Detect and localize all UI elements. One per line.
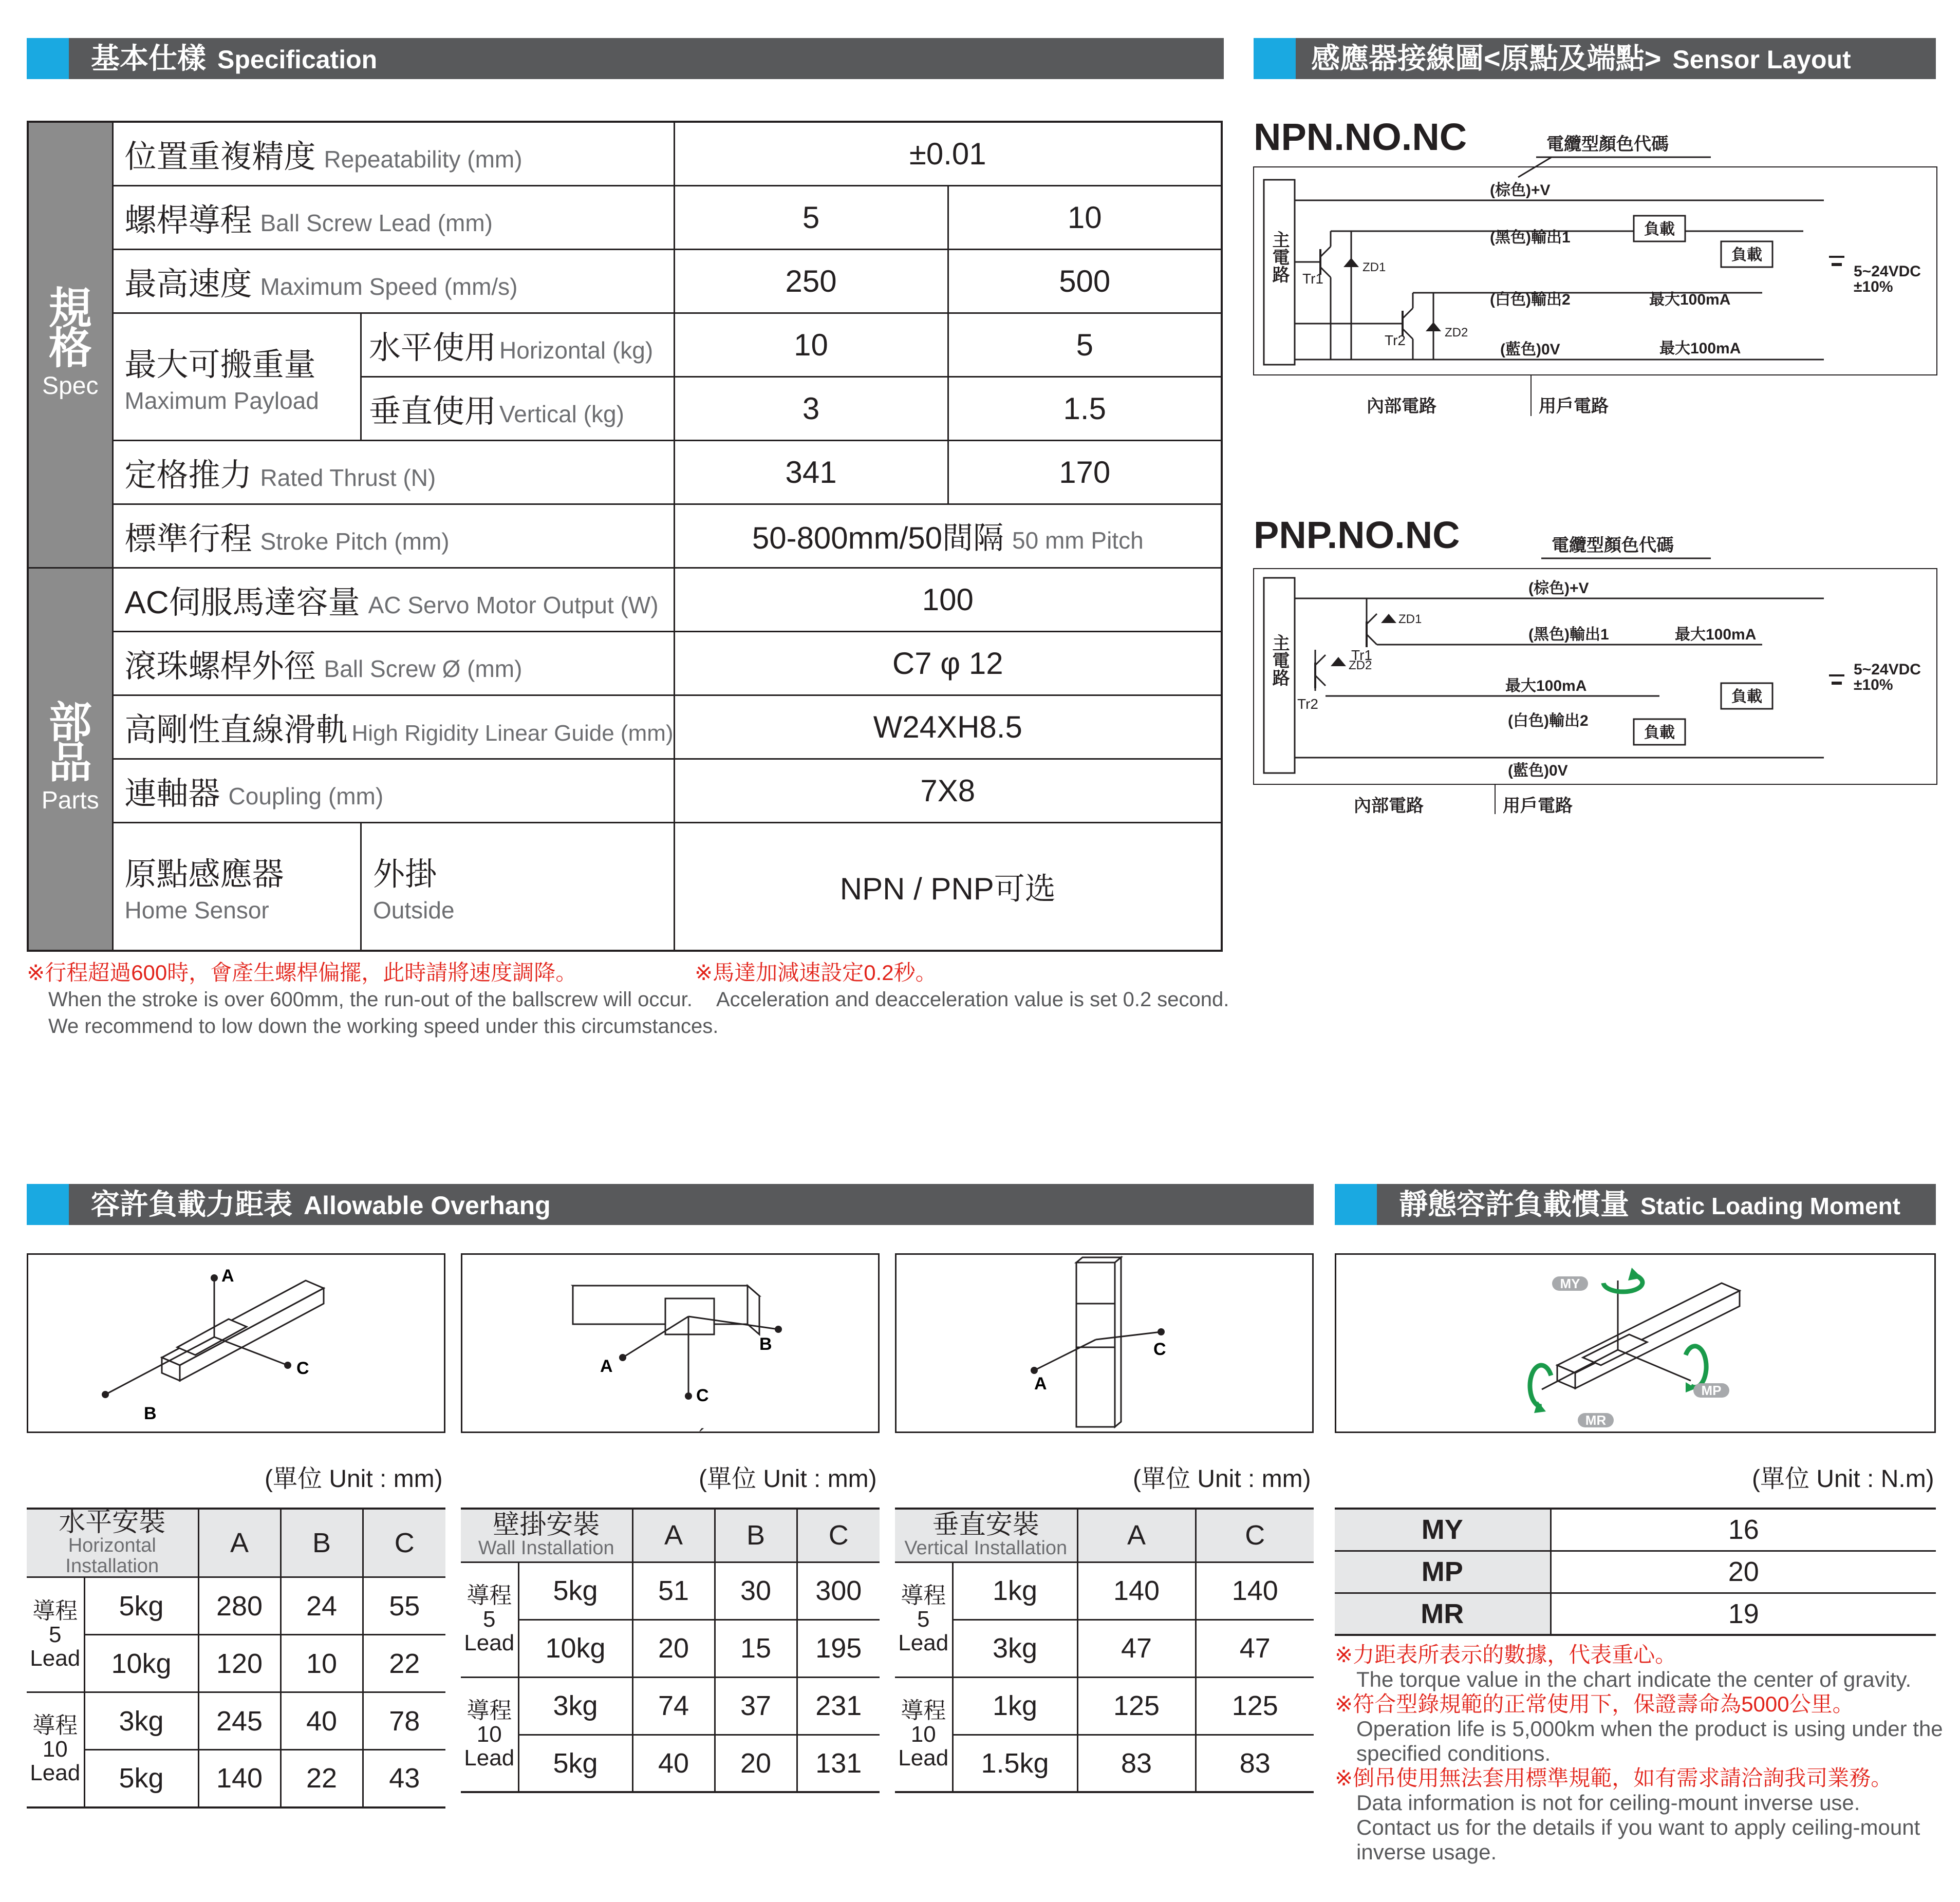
table-header-row [895,1509,1314,1562]
weight: 3kg [518,1677,632,1735]
row-label [113,185,674,249]
note-1-zh: ※力距表所表示的數據，代表重心。 [1335,1643,1677,1667]
value-a: 83 [1077,1735,1196,1792]
pnp-max-1: 最大100mA [1675,626,1757,643]
npn-vdc: 5~24VDC [1854,263,1921,280]
pnp-load-1: 負載 [1644,724,1675,741]
unit-moment: (單位 Unit : N.m) [1752,1465,1934,1493]
value-c: 131 [797,1735,880,1792]
npn-load-2: 負載 [1731,247,1762,263]
note-en: Acceleration and deacceleration value is set 0.2 second. [716,988,1229,1011]
lead-zh: 導程 [901,1698,946,1723]
spec-row-payload-h [28,313,1222,376]
table-row [895,1735,1314,1792]
weight: 5kg [84,1577,198,1635]
pnp-circuit-diagram [1248,506,1942,835]
vertical-diagram [897,1255,1312,1432]
lead-cell [461,1562,518,1677]
install-zh: 壁掛安裝 [493,1510,600,1540]
lead-cell [27,1577,84,1692]
axis-a: A [1034,1374,1047,1393]
accel-note [695,959,1229,1013]
npn-title: NPN.NO.NC [1254,116,1467,158]
weight: 10kg [518,1619,632,1677]
value-lead10: 500 [948,249,1222,313]
group-spec-zh2: 格 [48,324,92,373]
col-b: B [281,1509,363,1577]
table-row [895,1619,1314,1677]
spec-row-lead [28,185,1222,249]
label-en: Ball Screw Ø (mm) [324,655,522,682]
axis-a: A [600,1357,613,1376]
lead-value: 5 [917,1607,930,1632]
header-title-en: Static Loading Moment [1640,1193,1900,1219]
lead-value: 10 [476,1721,502,1747]
table-row [27,1577,445,1635]
value: 100 [674,568,1222,631]
lead-en: Lead [898,1745,949,1771]
moment-notes [1335,1643,1943,1865]
weight: 1kg [953,1677,1077,1735]
moment-key: MR [1335,1593,1551,1635]
axis-c: C [1153,1340,1166,1359]
lead-value: 5 [49,1622,62,1647]
spec-row-speed [28,249,1222,313]
label-en: Outside [373,897,455,924]
col-a: A [198,1509,281,1577]
horizontal-diagram [28,1255,444,1432]
sensor-header [1254,38,1936,79]
header-accent [1254,38,1296,79]
label-en: Horizontal (kg) [499,336,654,364]
tick-mark: ´ [699,1425,706,1448]
pnp-tr2: Tr2 [1297,696,1318,712]
value-b: 30 [715,1562,797,1619]
header-title-en: Specification [217,45,378,74]
row-label [113,504,674,568]
value [674,504,1222,568]
spec-row-screw [28,631,1222,695]
lead-value: 10 [42,1737,68,1762]
table-header-row [27,1509,445,1577]
pnp-zd2: ZD2 [1349,658,1372,672]
value-lead10: 10 [948,185,1222,249]
weight: 5kg [84,1750,198,1807]
npn-load-1: 負載 [1644,221,1675,238]
table-row [461,1619,880,1677]
unit-wall: (單位 Unit : mm) [699,1465,877,1493]
col-b: B [715,1509,797,1562]
value-a: 245 [198,1692,281,1750]
payload-vertical-label [361,376,675,440]
note-2-en-1: Operation life is 5,000km when the product is using under the [1356,1717,1943,1741]
lead-value: 10 [910,1721,936,1747]
note-zh: ※馬達加減速設定0.2秒。 [695,961,937,985]
value-a: 280 [198,1577,281,1635]
label-zh: 水平使用 [369,330,497,366]
value-c: 55 [363,1577,445,1635]
lead-en: Lead [898,1630,949,1655]
pnp-main-circuit: 主電路 [1270,634,1289,686]
npn-code-label: 電纜型顏色代碼 [1546,135,1669,154]
label-zh: 連軸器 [124,776,220,812]
pnp-code-label: 電纜型顏色代碼 [1552,536,1674,555]
install-header [27,1509,198,1577]
spec-row-guide [28,695,1222,759]
axis-c: C [296,1359,309,1378]
npn-inner: 內部電路 [1367,397,1436,416]
weight: 5kg [518,1562,632,1619]
spec-row-thrust [28,440,1222,504]
label-zh: 外掛 [373,857,437,893]
moment-value: 20 [1551,1551,1936,1593]
note-3-zh: ※倒吊使用無法套用標準規範，如有需求請洽詢我司業務。 [1335,1766,1893,1790]
row-label [113,122,674,185]
lead-zh: 導程 [466,1583,512,1608]
unit-horizontal: (單位 Unit : mm) [265,1465,443,1493]
label-zh: 最大可搬重量 [124,347,316,383]
lead-en: Lead [464,1630,515,1655]
spec-row-coupling [28,759,1222,822]
note-en-2: We recommend to low down the working speed under this circumstances. [48,1015,719,1038]
lead-cell [27,1692,84,1807]
weight: 3kg [84,1692,198,1750]
axis-a: A [221,1266,234,1286]
npn-tol: ±10% [1854,278,1893,295]
value-b: 24 [281,1577,363,1635]
moment-key: MY [1335,1509,1551,1551]
npn-brown: (棕色)+V [1490,182,1551,199]
moment-diagram [1336,1255,1934,1432]
lead-value: 5 [483,1607,496,1632]
pnp-load-2: 負載 [1731,688,1762,705]
value-a: 140 [198,1750,281,1807]
pnp-zd1: ZD1 [1398,612,1422,626]
payload-label [113,313,361,440]
row-label [113,249,674,313]
axis-c: C [696,1386,709,1405]
group-spec-en: Spec [42,372,99,400]
label-my: MY [1560,1276,1580,1291]
lead-cell [461,1677,518,1792]
label-en: Ball Screw Lead (mm) [260,209,493,236]
value-en: 50 mm Pitch [1012,527,1144,554]
npn-max-1: 最大100mA [1649,291,1731,308]
moment-row [1335,1509,1936,1551]
col-c: C [1196,1509,1314,1562]
vertical-overhang-table [895,1508,1314,1793]
weight: 5kg [518,1735,632,1792]
label-zh: 滾珠螺桿外徑 [124,648,316,684]
moment-diagram-box [1335,1253,1936,1433]
label-zh: 定格推力 [124,457,252,493]
table-row [461,1735,880,1792]
install-header [461,1509,632,1562]
lead-zh: 導程 [32,1598,78,1624]
table-row [27,1750,445,1807]
axis-b: B [144,1404,157,1423]
lead-cell [895,1562,953,1677]
spec-row-stroke [28,504,1222,568]
value-a: 20 [632,1619,715,1677]
header-accent [1335,1184,1377,1225]
label-en: Rated Thrust (N) [260,464,436,491]
group-parts-en: Parts [41,786,99,814]
install-header [895,1509,1077,1562]
table-row [27,1635,445,1692]
note-3-en-2: Contact us for the details if you want to apply ceiling-mount [1356,1815,1920,1839]
group-spec [28,122,113,568]
stroke-note [27,959,718,1040]
note-en-1: When the stroke is over 600mm, the run-out of the ballscrew will occur. [48,988,693,1011]
value-a: 140 [1077,1562,1196,1619]
wall-diagram [462,1255,878,1432]
note-2-zh: ※符合型錄規範的正常使用下，保證壽命為5000公里。 [1335,1692,1854,1716]
table-row [27,1692,445,1750]
row-label [113,440,674,504]
value-c: 22 [363,1635,445,1692]
label-zh: 位置重複精度 [124,139,316,175]
value-a: 74 [632,1677,715,1735]
note-2-en-2: specified conditions. [1356,1741,1551,1765]
value-lead5: 10 [674,313,948,376]
lead-zh: 導程 [466,1698,512,1723]
value-a: 120 [198,1635,281,1692]
value-main: 50-800mm/50間隔 [752,521,1004,555]
horizontal-diagram-box [27,1253,445,1433]
row-label [113,568,674,631]
value-lead10: 5 [948,313,1222,376]
label-zh: AC伺服馬達容量 [124,585,360,620]
moment-table [1335,1508,1936,1636]
row-label [113,631,674,695]
npn-blue: (藍色)0V [1500,341,1560,358]
install-zh: 垂直安裝 [932,1510,1039,1540]
unit-vertical: (單位 Unit : mm) [1133,1465,1311,1493]
header-title-zh: 基本仕樣 [91,42,206,74]
pnp-tr1: Tr1 [1351,647,1372,663]
spec-row-repeatability [28,122,1222,185]
group-spec-zh1: 規 [48,284,92,333]
install-zh: 水平安裝 [59,1508,166,1537]
note-zh: ※行程超過600時，會產生螺桿偏擺，此時請將速度調降。 [27,961,577,985]
payload-horizontal-label [361,313,675,376]
header-accent [27,38,69,79]
npn-max-2: 最大100mA [1659,340,1741,357]
label-en: AC Servo Motor Output (W) [368,591,659,618]
wall-overhang-table [461,1508,880,1793]
value-c: 43 [363,1750,445,1807]
npn-user: 用戶電路 [1539,397,1609,416]
value-b: 37 [715,1677,797,1735]
value-lead5: 341 [674,440,948,504]
value: W24XH8.5 [674,695,1222,759]
npn-tr1: Tr1 [1302,271,1323,287]
moment-value: 19 [1728,1598,1759,1629]
label-zh: 垂直使用 [369,393,497,429]
label-zh: 原點感應器 [124,857,284,893]
value-b: 22 [281,1750,363,1807]
pnp-user: 用戶電路 [1503,796,1573,816]
pnp-vdc: 5~24VDC [1854,661,1921,678]
lead-zh: 導程 [32,1713,78,1739]
col-a: A [1077,1509,1196,1562]
value-lead5: 250 [674,249,948,313]
value-c: 125 [1196,1677,1314,1735]
vertical-diagram-box [895,1253,1314,1433]
npn-zd1: ZD1 [1362,260,1386,274]
lead-en: Lead [30,1760,81,1786]
header-title-zh: 感應器接線圖<原點及端點> [1311,42,1662,74]
npn-main-circuit: 主電路 [1270,231,1289,283]
group-parts [28,568,113,951]
value-a: 51 [632,1562,715,1619]
install-en: Vertical Installation [904,1537,1068,1559]
group-parts-zh1: 部 [48,698,92,747]
moment-row [1335,1593,1936,1635]
value-c: 300 [797,1562,880,1619]
pnp-blue: (藍色)0V [1508,762,1568,779]
pnp-black: (黑色)輸出1 [1528,626,1609,643]
pnp-inner: 內部電路 [1354,796,1424,816]
npn-black: (黑色)輸出1 [1490,229,1571,246]
label-zh: 最高速度 [124,266,252,302]
moment-key: MP [1335,1551,1551,1593]
note-1-en: The torque value in the chart indicate the center of gravity. [1356,1667,1912,1691]
value-a: 47 [1077,1619,1196,1677]
label-en: High Rigidity Linear Guide (mm) [351,720,674,746]
label-zh: 螺桿導程 [124,202,252,238]
value-a: 125 [1077,1677,1196,1735]
moment-header [1335,1184,1936,1225]
weight: 1kg [953,1562,1077,1619]
value-b: 40 [281,1692,363,1750]
spec-row-home [28,822,1222,951]
spec-header [27,38,1224,79]
value-lead5: 3 [674,376,948,440]
value: 7X8 [674,759,1222,822]
row-label [113,695,674,759]
pnp-max-2: 最大100mA [1505,677,1587,694]
header-title-zh: 靜態容許負載慣量 [1399,1188,1629,1220]
overhang-header [27,1184,1314,1225]
npn-white: (白色)輸出2 [1490,291,1571,308]
pnp-title: PNP.NO.NC [1254,514,1460,556]
home-mount-label [361,822,675,951]
value-c: 195 [797,1619,880,1677]
table-header-row [461,1509,880,1562]
value-b: 20 [715,1735,797,1792]
label-zh: 高剛性直線滑軌 [124,712,348,748]
table-row [895,1562,1314,1619]
weight: 3kg [953,1619,1077,1677]
note-3-en-1: Data information is not for ceiling-mount inverse use. [1356,1791,1860,1815]
value-c: 78 [363,1692,445,1750]
label-en: Vertical (kg) [499,400,624,427]
lead-en: Lead [30,1645,81,1671]
col-c: C [363,1509,445,1577]
weight: 1.5kg [953,1735,1077,1792]
value-lead5: 5 [674,185,948,249]
table-row [895,1677,1314,1735]
label-en: Maximum Speed (mm/s) [260,273,518,300]
col-c: C [797,1509,880,1562]
lead-en: Lead [464,1745,515,1771]
npn-zd2: ZD2 [1445,326,1468,340]
header-title-en: Allowable Overhang [304,1191,551,1220]
npn-tr2: Tr2 [1385,332,1406,348]
header-title-en: Sensor Layout [1672,45,1851,74]
row-label [113,759,674,822]
value-b: 10 [281,1635,363,1692]
lead-zh: 導程 [901,1583,946,1608]
install-en: Wall Installation [478,1537,614,1559]
table-row [461,1677,880,1735]
value-c: 83 [1196,1735,1314,1792]
value-b: 15 [715,1619,797,1677]
pnp-tol: ±10% [1854,676,1893,693]
home-label [113,822,361,951]
lead-cell [895,1677,953,1792]
pnp-brown: (棕色)+V [1528,580,1589,597]
spec-table [27,121,1223,952]
value-c: 231 [797,1677,880,1735]
spec-row-motor [28,568,1222,631]
moment-value: 16 [1551,1509,1936,1551]
header-accent [27,1184,69,1225]
npn-circuit-diagram [1248,108,1942,437]
axis-b: B [759,1334,772,1354]
install-en: Horizontal Installation [65,1535,159,1577]
value-c: 140 [1196,1562,1314,1619]
label-en: Coupling (mm) [228,782,384,809]
col-a: A [632,1509,715,1562]
label-en: Home Sensor [124,897,269,924]
label-mr: MR [1585,1413,1607,1428]
pnp-white: (白色)輸出2 [1508,712,1589,729]
label-en: Maximum Payload [124,387,319,414]
table-row [461,1562,880,1619]
group-parts-zh2: 品 [48,738,92,787]
label-zh: 標準行程 [124,521,252,557]
value-c: 47 [1196,1619,1314,1677]
label-en: Repeatability (mm) [324,145,522,173]
wall-diagram-box [461,1253,880,1433]
label-mp: MP [1701,1383,1722,1398]
horizontal-overhang-table [27,1508,445,1809]
moment-row [1335,1551,1936,1593]
label-en: Stroke Pitch (mm) [260,528,450,555]
weight: 10kg [84,1635,198,1692]
value-lead10: 1.5 [948,376,1222,440]
value: NPN / PNP可选 [674,822,1222,951]
header-title-zh: 容許負載力距表 [91,1188,292,1220]
note-3-en-3: inverse usage. [1356,1840,1497,1864]
value: ±0.01 [674,122,1222,185]
value-lead10: 170 [948,440,1222,504]
value-a: 40 [632,1735,715,1792]
value: C7 φ 12 [674,631,1222,695]
